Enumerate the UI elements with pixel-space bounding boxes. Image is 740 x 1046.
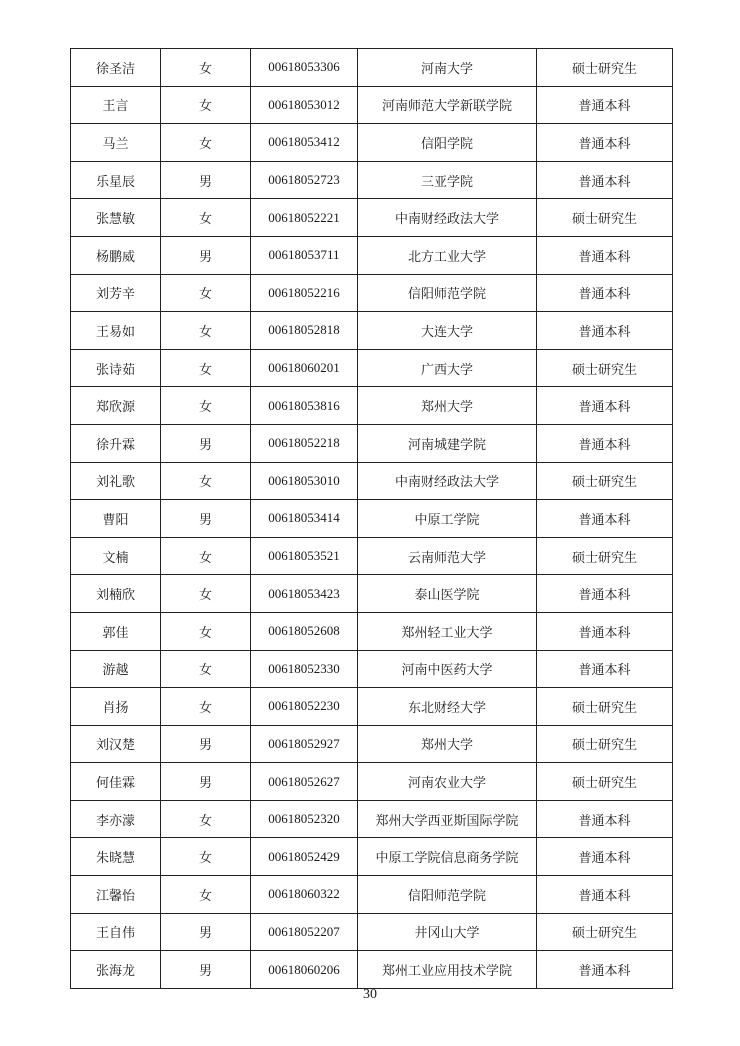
cell-gender: 男 — [161, 951, 251, 989]
cell-gender: 女 — [161, 688, 251, 726]
cell-degree: 普通本科 — [537, 86, 673, 124]
candidate-table-body — [71, 49, 673, 989]
cell-gender: 女 — [161, 612, 251, 650]
cell-id: 00618052627 — [251, 763, 358, 801]
cell-gender: 女 — [161, 838, 251, 876]
cell-school: 河南中医药大学 — [358, 650, 537, 688]
cell-gender: 女 — [161, 537, 251, 575]
cell-gender: 男 — [161, 500, 251, 538]
cell-name: 何佳霖 — [71, 763, 161, 801]
cell-id: 00618053711 — [251, 236, 358, 274]
cell-id: 00618052320 — [251, 800, 358, 838]
cell-gender: 女 — [161, 575, 251, 613]
cell-school: 中原工学院信息商务学院 — [358, 838, 537, 876]
candidate-table — [70, 48, 673, 989]
cell-id: 00618060206 — [251, 951, 358, 989]
cell-id: 00618052207 — [251, 913, 358, 951]
cell-school: 泰山医学院 — [358, 575, 537, 613]
cell-id: 00618052221 — [251, 199, 358, 237]
cell-school: 河南农业大学 — [358, 763, 537, 801]
cell-id: 00618052230 — [251, 688, 358, 726]
table-row — [71, 500, 673, 538]
table-row — [71, 274, 673, 312]
cell-degree: 硕士研究生 — [537, 199, 673, 237]
table-row — [71, 424, 673, 462]
cell-id: 00618052723 — [251, 161, 358, 199]
cell-degree: 普通本科 — [537, 312, 673, 350]
cell-school: 河南城建学院 — [358, 424, 537, 462]
cell-id: 00618052608 — [251, 612, 358, 650]
cell-id: 00618052429 — [251, 838, 358, 876]
cell-degree: 硕士研究生 — [537, 349, 673, 387]
cell-name: 杨鹏威 — [71, 236, 161, 274]
cell-name: 朱晓慧 — [71, 838, 161, 876]
table-row — [71, 650, 673, 688]
cell-school: 东北财经大学 — [358, 688, 537, 726]
cell-name: 肖扬 — [71, 688, 161, 726]
table-row — [71, 575, 673, 613]
cell-school: 云南师范大学 — [358, 537, 537, 575]
cell-id: 00618052216 — [251, 274, 358, 312]
cell-gender: 女 — [161, 800, 251, 838]
cell-name: 刘芳辛 — [71, 274, 161, 312]
cell-school: 中南财经政法大学 — [358, 462, 537, 500]
cell-school: 郑州大学 — [358, 725, 537, 763]
table-row — [71, 951, 673, 989]
cell-id: 00618060322 — [251, 876, 358, 914]
table-row — [71, 312, 673, 350]
cell-gender: 女 — [161, 274, 251, 312]
cell-id: 00618053816 — [251, 387, 358, 425]
table-row — [71, 725, 673, 763]
cell-school: 信阳学院 — [358, 124, 537, 162]
cell-school: 井冈山大学 — [358, 913, 537, 951]
cell-id: 00618053423 — [251, 575, 358, 613]
table-row — [71, 763, 673, 801]
cell-degree: 普通本科 — [537, 575, 673, 613]
table-row — [71, 838, 673, 876]
cell-name: 马兰 — [71, 124, 161, 162]
cell-school: 河南师范大学新联学院 — [358, 86, 537, 124]
cell-name: 张海龙 — [71, 951, 161, 989]
cell-name: 张诗茹 — [71, 349, 161, 387]
cell-name: 徐升霖 — [71, 424, 161, 462]
cell-school: 郑州大学 — [358, 387, 537, 425]
cell-name: 江馨怡 — [71, 876, 161, 914]
cell-degree: 硕士研究生 — [537, 913, 673, 951]
table-row — [71, 462, 673, 500]
cell-school: 三亚学院 — [358, 161, 537, 199]
cell-gender: 男 — [161, 913, 251, 951]
cell-name: 李亦濛 — [71, 800, 161, 838]
cell-gender: 女 — [161, 124, 251, 162]
cell-id: 00618053521 — [251, 537, 358, 575]
table-row — [71, 49, 673, 87]
table-row — [71, 688, 673, 726]
cell-name: 张慧敏 — [71, 199, 161, 237]
cell-school: 郑州轻工业大学 — [358, 612, 537, 650]
cell-id: 00618052218 — [251, 424, 358, 462]
cell-degree: 硕士研究生 — [537, 725, 673, 763]
table-row — [71, 349, 673, 387]
cell-name: 郑欣源 — [71, 387, 161, 425]
cell-name: 王自伟 — [71, 913, 161, 951]
cell-name: 刘汉楚 — [71, 725, 161, 763]
cell-gender: 女 — [161, 49, 251, 87]
cell-id: 00618053306 — [251, 49, 358, 87]
table-row — [71, 800, 673, 838]
table-row — [71, 612, 673, 650]
cell-school: 郑州大学西亚斯国际学院 — [358, 800, 537, 838]
cell-name: 王言 — [71, 86, 161, 124]
cell-gender: 女 — [161, 462, 251, 500]
cell-school: 郑州工业应用技术学院 — [358, 951, 537, 989]
cell-degree: 普通本科 — [537, 274, 673, 312]
cell-degree: 普通本科 — [537, 500, 673, 538]
cell-degree: 普通本科 — [537, 951, 673, 989]
cell-degree: 硕士研究生 — [537, 462, 673, 500]
cell-degree: 普通本科 — [537, 650, 673, 688]
cell-id: 00618060201 — [251, 349, 358, 387]
cell-school: 广西大学 — [358, 349, 537, 387]
cell-name: 刘礼歌 — [71, 462, 161, 500]
cell-name: 徐圣洁 — [71, 49, 161, 87]
cell-name: 曹阳 — [71, 500, 161, 538]
cell-gender: 女 — [161, 876, 251, 914]
cell-gender: 男 — [161, 763, 251, 801]
cell-id: 00618052927 — [251, 725, 358, 763]
cell-degree: 普通本科 — [537, 424, 673, 462]
cell-degree: 普通本科 — [537, 876, 673, 914]
cell-id: 00618052818 — [251, 312, 358, 350]
cell-school: 河南大学 — [358, 49, 537, 87]
cell-school: 大连大学 — [358, 312, 537, 350]
cell-id: 00618053412 — [251, 124, 358, 162]
cell-gender: 女 — [161, 387, 251, 425]
table-row — [71, 537, 673, 575]
cell-id: 00618053010 — [251, 462, 358, 500]
cell-degree: 普通本科 — [537, 800, 673, 838]
cell-degree: 普通本科 — [537, 387, 673, 425]
cell-name: 刘楠欣 — [71, 575, 161, 613]
cell-name: 郭佳 — [71, 612, 161, 650]
cell-degree: 普通本科 — [537, 838, 673, 876]
cell-name: 游越 — [71, 650, 161, 688]
cell-school: 北方工业大学 — [358, 236, 537, 274]
table-row — [71, 387, 673, 425]
cell-gender: 女 — [161, 349, 251, 387]
cell-school: 中原工学院 — [358, 500, 537, 538]
cell-degree: 普通本科 — [537, 161, 673, 199]
page-number: 30 — [363, 987, 377, 1002]
cell-id: 00618053012 — [251, 86, 358, 124]
cell-degree: 普通本科 — [537, 124, 673, 162]
cell-degree: 普通本科 — [537, 236, 673, 274]
cell-degree: 硕士研究生 — [537, 49, 673, 87]
cell-gender: 女 — [161, 199, 251, 237]
cell-degree: 普通本科 — [537, 612, 673, 650]
cell-gender: 男 — [161, 725, 251, 763]
cell-school: 信阳师范学院 — [358, 876, 537, 914]
cell-gender: 女 — [161, 312, 251, 350]
table-row — [71, 913, 673, 951]
cell-name: 王易如 — [71, 312, 161, 350]
cell-name: 文楠 — [71, 537, 161, 575]
cell-gender: 女 — [161, 86, 251, 124]
cell-school: 信阳师范学院 — [358, 274, 537, 312]
cell-name: 乐星辰 — [71, 161, 161, 199]
table-row — [71, 876, 673, 914]
cell-gender: 男 — [161, 236, 251, 274]
table-row — [71, 161, 673, 199]
cell-degree: 硕士研究生 — [537, 763, 673, 801]
cell-gender: 男 — [161, 161, 251, 199]
cell-school: 中南财经政法大学 — [358, 199, 537, 237]
table-row — [71, 199, 673, 237]
table-row — [71, 236, 673, 274]
cell-degree: 硕士研究生 — [537, 688, 673, 726]
table-row — [71, 86, 673, 124]
cell-id: 00618052330 — [251, 650, 358, 688]
cell-id: 00618053414 — [251, 500, 358, 538]
cell-gender: 男 — [161, 424, 251, 462]
table-row — [71, 124, 673, 162]
cell-degree: 硕士研究生 — [537, 537, 673, 575]
cell-gender: 女 — [161, 650, 251, 688]
